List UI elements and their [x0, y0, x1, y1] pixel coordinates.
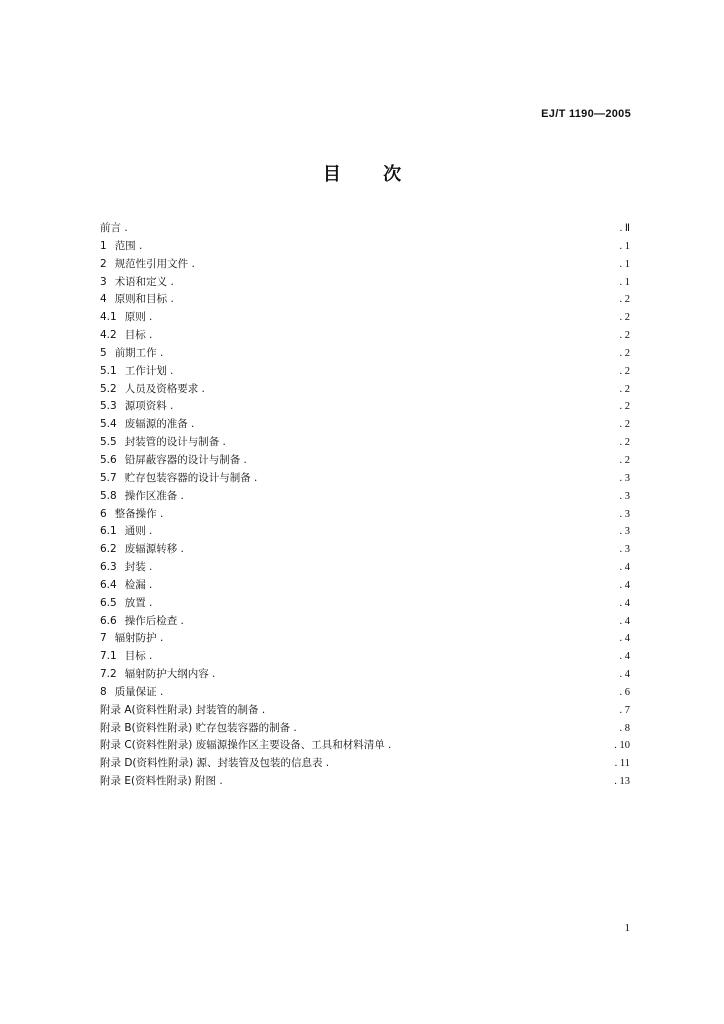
toc-entry-label: 附录 A(资料性附录) 封装管的制备 . — [100, 703, 266, 716]
toc-entry-label: 前言 . — [100, 222, 128, 234]
toc-entry-number: 4.2 — [100, 329, 117, 342]
toc-list — [100, 220, 630, 791]
toc-entry-label: 操作后检查 . — [124, 614, 184, 627]
toc-entry-page: . 2 — [619, 454, 630, 466]
toc-entry-label: 原则和目标 . — [114, 293, 174, 306]
toc-entry-label: 质量保证 . — [114, 685, 164, 698]
toc-entry-label: 前期工作 . — [114, 346, 164, 359]
toc-entry[interactable] — [100, 238, 630, 256]
toc-entry-label: 废辐源转移 . — [124, 543, 184, 556]
toc-entry-number: 5.6 — [100, 453, 117, 466]
toc-entry-label: 附录 E(资料性附录) 附图 . — [100, 775, 223, 788]
toc-entry-page: . 4 — [619, 562, 630, 574]
toc-entry-number: 4.1 — [100, 311, 117, 324]
toc-entry[interactable] — [100, 720, 630, 738]
toc-entry-page: . 4 — [619, 579, 630, 591]
toc-entry-label: 附录 C(资料性附录) 废辐源操作区主要设备、工具和材料清单 . — [100, 739, 392, 752]
toc-entry-page: . 3 — [619, 526, 630, 538]
toc-entry[interactable] — [100, 702, 630, 720]
toc-entry-page: . 2 — [619, 365, 630, 377]
toc-entry-page: . 13 — [614, 776, 630, 788]
toc-entry-label: 工作计划 . — [124, 364, 174, 377]
toc-entry-number: 5.8 — [100, 489, 117, 502]
toc-entry-page: . 4 — [619, 651, 630, 663]
toc-entry-page: . 2 — [619, 383, 630, 395]
toc-entry-page: . 4 — [619, 669, 630, 681]
toc-entry-number: 6.5 — [100, 596, 117, 609]
toc-entry-page: . 1 — [619, 240, 630, 252]
toc-entry-number: 7.2 — [100, 668, 117, 681]
toc-entry-label: 贮存包装容器的设计与制备 . — [124, 471, 258, 484]
toc-entry-label: 废辐源的准备 . — [124, 418, 195, 431]
toc-entry[interactable] — [100, 577, 630, 595]
toc-entry-page: . 2 — [619, 312, 630, 324]
toc-entry-page: . 10 — [614, 740, 630, 752]
toc-entry-number: 5.2 — [100, 382, 117, 395]
toc-entry-number: 6.1 — [100, 525, 117, 538]
toc-entry-label: 封装管的设计与制备 . — [124, 436, 226, 449]
toc-entry-page: . 2 — [619, 401, 630, 413]
toc-entry[interactable] — [100, 345, 630, 363]
standard-code: EJ/T 1190—2005 — [541, 108, 631, 120]
toc-entry-label: 规范性引用文件 . — [114, 257, 195, 270]
toc-entry-page: . 4 — [619, 633, 630, 645]
toc-entry[interactable] — [100, 363, 630, 381]
toc-entry[interactable] — [100, 220, 630, 238]
toc-entry-number: 5.7 — [100, 471, 117, 484]
toc-entry-number: 5.1 — [100, 364, 117, 377]
toc-entry-number: 5 — [100, 346, 107, 359]
toc-entry[interactable] — [100, 506, 630, 524]
toc-entry-page: . 2 — [619, 330, 630, 342]
toc-entry[interactable] — [100, 256, 630, 274]
toc-entry[interactable] — [100, 327, 630, 345]
toc-entry-page: . 7 — [619, 704, 630, 716]
toc-entry[interactable] — [100, 488, 630, 506]
toc-title: 目 次 — [322, 164, 420, 185]
toc-entry-label: 附录 D(资料性附录) 源、封装管及包装的信息表 . — [100, 757, 330, 770]
toc-entry-label: 人员及资格要求 . — [124, 382, 205, 395]
toc-entry[interactable] — [100, 755, 630, 773]
toc-entry-page: . 4 — [619, 615, 630, 627]
toc-entry-number: 3 — [100, 275, 107, 288]
toc-entry[interactable] — [100, 523, 630, 541]
toc-entry-page: . 3 — [619, 508, 630, 520]
toc-entry[interactable] — [100, 381, 630, 399]
toc-entry-page: . 11 — [614, 758, 630, 770]
toc-entry-number: 6.6 — [100, 614, 117, 627]
toc-entry-label: 通则 . — [124, 525, 153, 538]
toc-entry-number: 5.3 — [100, 400, 117, 413]
toc-entry-label: 操作区准备 . — [124, 489, 184, 502]
toc-entry-label: 范围 . — [114, 239, 143, 252]
toc-entry-number: 6 — [100, 507, 107, 520]
toc-entry-label: 辐射防护大纲内容 . — [124, 668, 216, 681]
toc-entry[interactable] — [100, 434, 630, 452]
toc-entry-label: 源项资料 . — [124, 400, 174, 413]
toc-entry-label: 原则 . — [124, 311, 153, 324]
toc-entry-label: 目标 . — [124, 329, 153, 342]
toc-entry-page: . 3 — [619, 490, 630, 502]
toc-entry-page: . 2 — [619, 437, 630, 449]
toc-entry[interactable] — [100, 309, 630, 327]
toc-entry-page: . 6 — [619, 686, 630, 698]
toc-entry[interactable] — [100, 398, 630, 416]
toc-entry[interactable] — [100, 613, 630, 631]
toc-entry-number: 4 — [100, 293, 107, 306]
toc-entry-number: 6.4 — [100, 578, 117, 591]
toc-entry-number: 8 — [100, 685, 107, 698]
toc-entry[interactable] — [100, 737, 630, 755]
toc-entry[interactable] — [100, 630, 630, 648]
toc-entry-number: 6.3 — [100, 561, 117, 574]
toc-entry-number: 5.5 — [100, 436, 117, 449]
toc-entry[interactable] — [100, 291, 630, 309]
page-number: 1 — [624, 922, 630, 934]
toc-entry[interactable] — [100, 559, 630, 577]
toc-entry[interactable] — [100, 773, 630, 791]
toc-entry-label: 整备操作 . — [114, 507, 164, 520]
toc-entry-page: . Ⅱ — [619, 223, 630, 234]
toc-entry[interactable] — [100, 666, 630, 684]
toc-entry[interactable] — [100, 595, 630, 613]
toc-entry-page: . 1 — [619, 276, 630, 288]
toc-entry-page: . 3 — [619, 472, 630, 484]
toc-entry-page: . 1 — [619, 258, 630, 270]
toc-entry[interactable] — [100, 470, 630, 488]
toc-entry-page: . 2 — [619, 347, 630, 359]
toc-entry-number: 2 — [100, 257, 107, 270]
toc-entry-label: 附录 B(资料性附录) 贮存包装容器的制备 . — [100, 721, 297, 734]
toc-entry-label: 目标 . — [124, 650, 153, 663]
toc-entry-label: 术语和定义 . — [114, 275, 174, 288]
toc-entry-number: 5.4 — [100, 418, 117, 431]
toc-entry-page: . 2 — [619, 419, 630, 431]
toc-entry-label: 铅屏蔽容器的设计与制备 . — [124, 453, 247, 466]
toc-entry[interactable] — [100, 274, 630, 292]
toc-entry[interactable] — [100, 452, 630, 470]
toc-entry-number: 6.2 — [100, 543, 117, 556]
toc-entry[interactable] — [100, 648, 630, 666]
toc-entry[interactable] — [100, 541, 630, 559]
toc-entry-number: 7 — [100, 632, 107, 645]
toc-entry-label: 放置 . — [124, 596, 153, 609]
toc-entry-label: 封装 . — [124, 561, 153, 574]
toc-entry-page: . 2 — [619, 294, 630, 306]
toc-entry-number: 7.1 — [100, 650, 117, 663]
toc-entry-label: 辐射防护 . — [114, 632, 164, 645]
toc-entry-page: . 8 — [619, 722, 630, 734]
toc-entry-page: . 3 — [619, 544, 630, 556]
toc-entry[interactable] — [100, 684, 630, 702]
toc-entry-label: 检漏 . — [124, 578, 153, 591]
toc-entry-number: 1 — [100, 239, 107, 252]
toc-entry-page: . 4 — [619, 597, 630, 609]
toc-entry[interactable] — [100, 416, 630, 434]
